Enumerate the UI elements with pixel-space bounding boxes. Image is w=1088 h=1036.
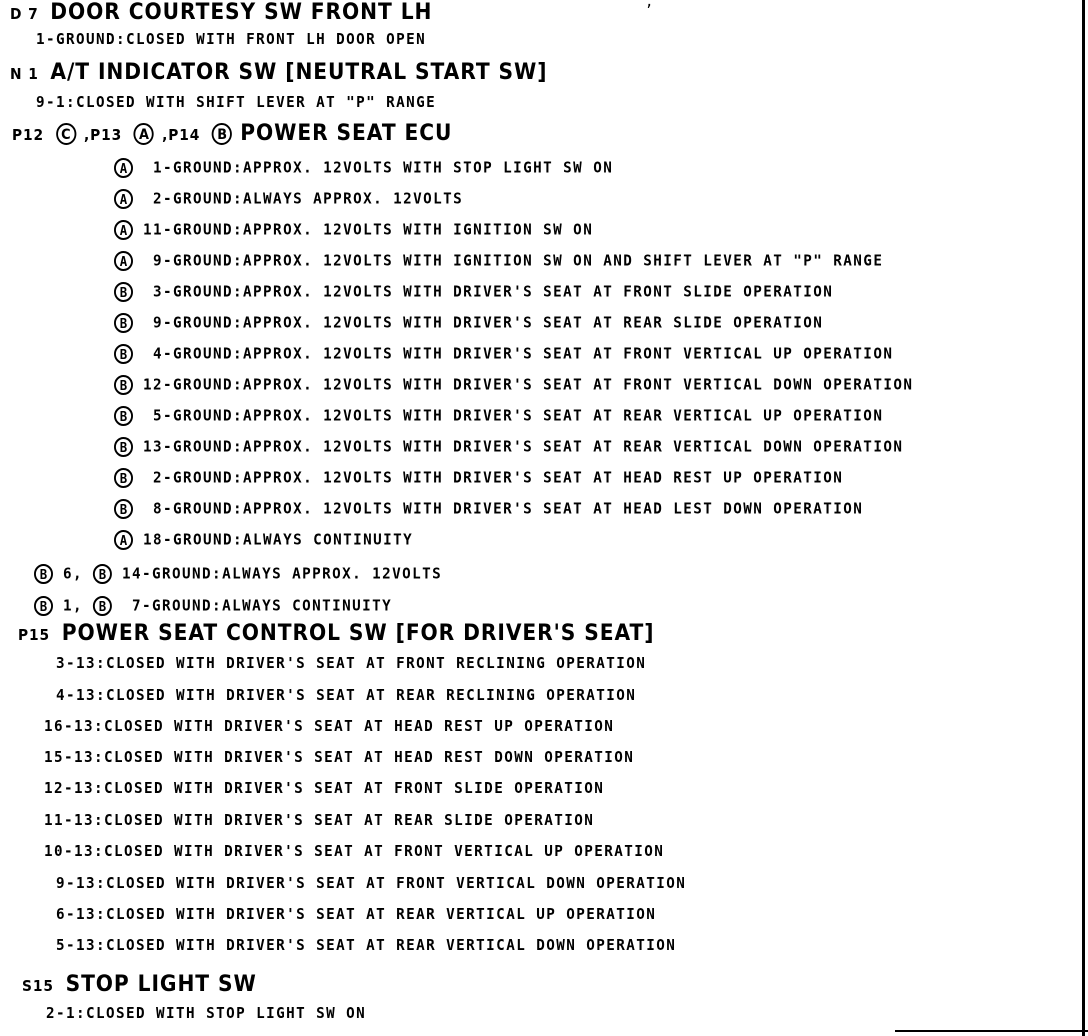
connector-circle: B <box>114 468 133 488</box>
connector-circle: A <box>114 158 133 178</box>
spec-text: 13-GROUND:APPROX. 12VOLTS WITH DRIVER'S SEAT AT REAR VERTICAL DOWN OPERATION <box>143 437 904 456</box>
stray-mark: , <box>645 0 654 10</box>
spec-line: 9-13:CLOSED WITH DRIVER'S SEAT AT FRONT VERTICAL DOWN OPERATION <box>56 874 687 892</box>
ecu-row <box>114 437 903 457</box>
connector-circle: A <box>134 123 154 145</box>
ecu-row <box>114 344 893 364</box>
section-heading-n1 <box>10 60 547 85</box>
spec-text: 5-GROUND:APPROX. 12VOLTS WITH DRIVER'S SEAT AT REAR VERTICAL UP OPERATION <box>153 406 884 425</box>
ecu-row <box>114 406 883 426</box>
spec-line: 5-13:CLOSED WITH DRIVER'S SEAT AT REAR VERTICAL DOWN OPERATION <box>56 936 677 954</box>
connector-code: D 7 <box>10 5 39 23</box>
ecu-pair-row <box>34 564 442 584</box>
spec-line: 11-13:CLOSED WITH DRIVER'S SEAT AT REAR SLIDE OPERATION <box>44 811 595 829</box>
connector-code: S15 <box>22 977 54 995</box>
connector-code: N 1 <box>10 65 39 83</box>
connector-circle: B <box>114 375 133 395</box>
spec-text: 9-GROUND:APPROX. 12VOLTS WITH DRIVER'S SEAT AT REAR SLIDE OPERATION <box>153 313 824 332</box>
ecu-row <box>114 220 593 240</box>
pin-number: 1, <box>63 596 84 615</box>
spec-line: 1-GROUND:CLOSED WITH FRONT LH DOOR OPEN <box>36 30 427 48</box>
spec-line: 15-13:CLOSED WITH DRIVER'S SEAT AT HEAD REST DOWN OPERATION <box>44 748 635 766</box>
connector-code: P12 <box>12 126 45 144</box>
connector-circle: A <box>114 530 133 550</box>
scan-edge-line <box>1082 0 1085 1036</box>
spec-text: 8-GROUND:APPROX. 12VOLTS WITH DRIVER'S SEAT AT HEAD LEST DOWN OPERATION <box>153 499 864 518</box>
connector-circle: B <box>93 596 112 616</box>
spec-line: 10-13:CLOSED WITH DRIVER'S SEAT AT FRONT VERTICAL UP OPERATION <box>44 842 665 860</box>
connector-circle: C <box>56 123 76 145</box>
spec-line: 2-1:CLOSED WITH STOP LIGHT SW ON <box>46 1004 367 1022</box>
connector-circle: B <box>114 499 133 519</box>
spec-text: 11-GROUND:APPROX. 12VOLTS WITH IGNITION SW ON <box>143 220 594 239</box>
ecu-row <box>114 530 413 550</box>
connector-circle: B <box>114 406 133 426</box>
section-heading-d7 <box>10 0 432 25</box>
spec-text: 18-GROUND:ALWAYS CONTINUITY <box>143 530 414 549</box>
section-heading-s15 <box>22 972 257 997</box>
connector-code: ,P13 <box>83 126 123 144</box>
connector-circle: B <box>93 564 112 584</box>
ecu-row <box>114 313 823 333</box>
spec-line: 12-13:CLOSED WITH DRIVER'S SEAT AT FRONT SLIDE OPERATION <box>44 779 605 797</box>
connector-circle: B <box>114 344 133 364</box>
ecu-row <box>114 375 913 395</box>
spec-line: 3-13:CLOSED WITH DRIVER'S SEAT AT FRONT RECLINING OPERATION <box>56 654 647 672</box>
connector-circle: B <box>114 437 133 457</box>
spec-line: 4-13:CLOSED WITH DRIVER'S SEAT AT REAR RECLINING OPERATION <box>56 686 637 704</box>
connector-circle: A <box>114 189 133 209</box>
spec-text: 14-GROUND:ALWAYS APPROX. 12VOLTS <box>122 564 443 583</box>
connector-circle: B <box>34 596 53 616</box>
connector-code: ,P14 <box>162 126 201 144</box>
spec-text: 1-GROUND:APPROX. 12VOLTS WITH STOP LIGHT SW ON <box>153 158 614 177</box>
spec-line: 16-13:CLOSED WITH DRIVER'S SEAT AT HEAD REST UP OPERATION <box>44 717 615 735</box>
ecu-row <box>114 499 863 519</box>
spec-line: 9-1:CLOSED WITH SHIFT LEVER AT "P" RANGE <box>36 93 437 111</box>
scan-edge-line <box>895 1030 1088 1032</box>
pin-number: 6, <box>63 564 84 583</box>
ecu-pair-row <box>34 596 392 616</box>
section-title: POWER SEAT ECU <box>240 121 453 146</box>
connector-circle: A <box>114 220 133 240</box>
section-title: DOOR COURTESY SW FRONT LH <box>50 0 433 25</box>
ecu-row <box>114 468 843 488</box>
spec-text: 3-GROUND:APPROX. 12VOLTS WITH DRIVER'S SEAT AT FRONT SLIDE OPERATION <box>153 282 834 301</box>
connector-circle: B <box>34 564 53 584</box>
connector-circle: B <box>114 313 133 333</box>
section-title: POWER SEAT CONTROL SW [FOR DRIVER'S SEAT] <box>61 621 655 646</box>
section-heading-p12 <box>12 121 452 146</box>
spec-text: 4-GROUND:APPROX. 12VOLTS WITH DRIVER'S SEAT AT FRONT VERTICAL UP OPERATION <box>153 344 894 363</box>
connector-code: P15 <box>18 626 51 644</box>
spec-text: 12-GROUND:APPROX. 12VOLTS WITH DRIVER'S SEAT AT FRONT VERTICAL DOWN OPERATION <box>143 375 914 394</box>
ecu-row <box>114 158 613 178</box>
section-title: STOP LIGHT SW <box>65 972 257 997</box>
spec-line: 6-13:CLOSED WITH DRIVER'S SEAT AT REAR VERTICAL UP OPERATION <box>56 905 657 923</box>
connector-circle: B <box>212 123 232 145</box>
spec-text: 7-GROUND:ALWAYS CONTINUITY <box>132 596 393 615</box>
connector-circle: A <box>114 251 133 271</box>
spec-text: 2-GROUND:APPROX. 12VOLTS WITH DRIVER'S SEAT AT HEAD REST UP OPERATION <box>153 468 844 487</box>
spec-text: 2-GROUND:ALWAYS APPROX. 12VOLTS <box>153 189 464 208</box>
spec-text: 9-GROUND:APPROX. 12VOLTS WITH IGNITION SW ON AND SHIFT LEVER AT "P" RANGE <box>153 251 884 270</box>
section-title: A/T INDICATOR SW [NEUTRAL START SW] <box>50 60 548 85</box>
ecu-row <box>114 282 833 302</box>
ecu-row <box>114 189 463 209</box>
section-heading-p15 <box>18 621 654 646</box>
ecu-row <box>114 251 883 271</box>
connector-circle: B <box>114 282 133 302</box>
